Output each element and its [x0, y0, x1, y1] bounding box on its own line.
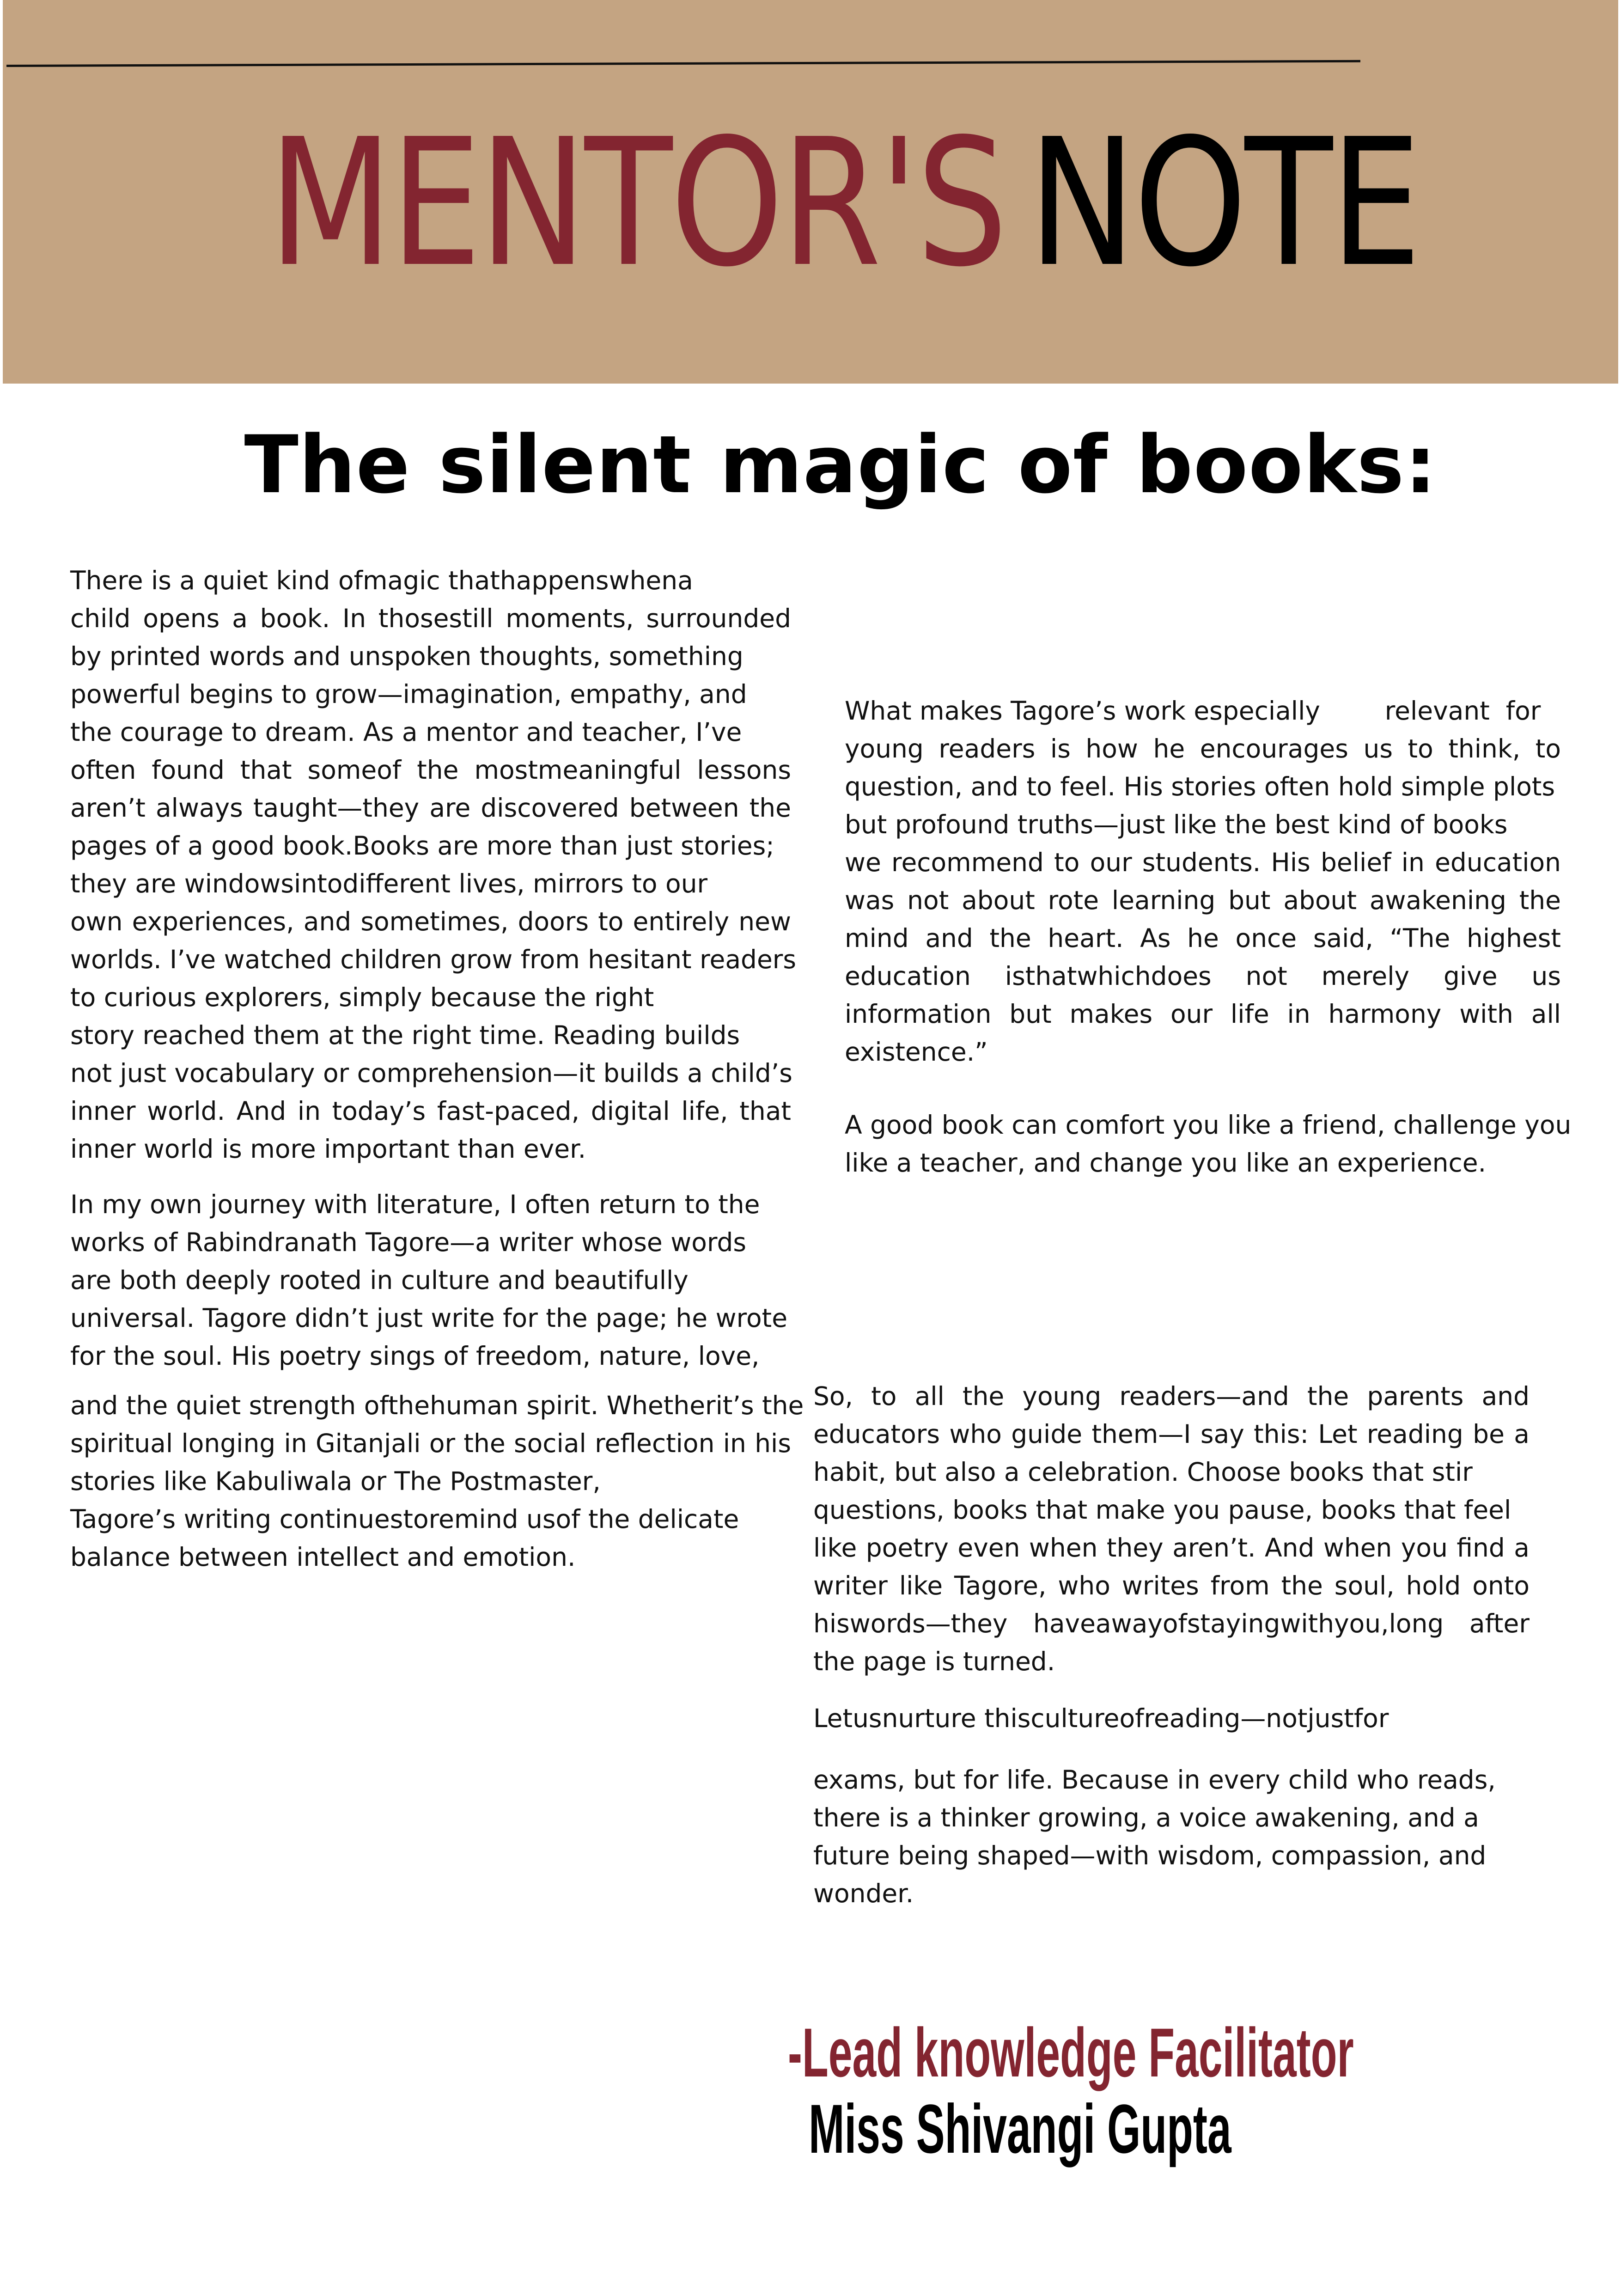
text-line: powerful begins to grow—imagination, empathy, and — [70, 679, 747, 709]
text-line: not just vocabulary or comprehension—it builds a child’s — [70, 1058, 792, 1088]
text-line: exams, but for life. Because in every child who reads, — [813, 1765, 1496, 1795]
left-paragraph-1 — [70, 562, 797, 1168]
text-line: the page is turned. — [813, 1647, 1055, 1676]
text-line: What makes Tagore’s work especially relevant for — [845, 696, 1541, 726]
text-line: young readers is how he encourages us to think, to — [845, 734, 1561, 763]
right-paragraph-4 — [813, 1699, 1530, 1737]
text-line: and the quiet strength ofthehuman spirit. Whetherit’s the — [70, 1391, 804, 1420]
text-line: information but makes our life in harmony with all — [845, 999, 1561, 1029]
text-line: child opens a book. In thosestill moments, surrounded — [70, 604, 791, 633]
left-paragraph-2 — [70, 1185, 791, 1375]
text-line: the courage to dream. As a mentor and teacher, I’ve — [70, 717, 742, 747]
right-paragraph-3 — [813, 1377, 1530, 1680]
text-line: by printed words and unspoken thoughts, something — [70, 641, 743, 671]
text-line: question, and to feel. His stories often hold simple plots — [845, 772, 1555, 801]
text-line: for the soul. His poetry sings of freedom, nature, love, — [70, 1341, 760, 1371]
text-line: to curious explorers, simply because the right — [70, 983, 654, 1012]
text-line: hiswords—they haveawayofstayingwithyou,long after — [813, 1609, 1530, 1638]
text-line: there is a thinker growing, a voice awakening, and a — [813, 1803, 1479, 1832]
text-line: existence.” — [845, 1037, 988, 1067]
text-line: but profound truths—just like the best kind of books — [845, 810, 1508, 839]
text-line: Tagore’s writing continuestoremind usof the delicate — [70, 1504, 739, 1534]
text-line: There is a quiet kind ofmagic thathappenswhena — [70, 566, 693, 595]
text-line: often found that someof the mostmeaningful lessons — [70, 755, 791, 785]
text-line: they are windowsintodifferent lives, mirrors to our — [70, 869, 708, 898]
text-line: worlds. I’ve watched children grow from hesitant readers — [70, 945, 797, 974]
text-line: A good book can comfort you like a friend, challenge you — [845, 1110, 1572, 1140]
text-line: works of Rabindranath Tagore—a writer whose words — [70, 1227, 747, 1257]
text-line: inner world is more important than ever. — [70, 1134, 586, 1164]
right-paragraph-2 — [845, 1106, 1572, 1182]
text-line: future being shaped—with wisdom, compassion, and — [813, 1841, 1487, 1870]
banner-title-word2: NOTE — [1028, 101, 1420, 305]
text-line: like poetry even when they aren’t. And when you find a — [813, 1533, 1530, 1563]
text-line: like a teacher, and change you like an experience. — [845, 1148, 1487, 1178]
text-line: inner world. And in today’s fast-paced, digital life, that — [70, 1096, 791, 1126]
text-line: writer like Tagore, who writes from the soul, hold onto — [813, 1571, 1530, 1600]
text-line: educators who guide them—I say this: Let reading be a — [813, 1419, 1530, 1449]
text-line: mind and the heart. As he once said, “The highest — [845, 923, 1561, 953]
text-line: Letusnurture thiscultureofreading—notjustfor — [813, 1704, 1389, 1733]
text-line: stories like Kabuliwala or The Postmaster, — [70, 1466, 601, 1496]
text-line: questions, books that make you pause, books that feel — [813, 1495, 1511, 1525]
text-line: education isthatwhichdoes not merely give us — [845, 961, 1561, 991]
signature-role: -Lead knowledge Facilitator — [788, 2014, 1354, 2091]
banner-title — [268, 101, 1420, 305]
text-line: wonder. — [813, 1879, 914, 1908]
text-line: we recommend to our students. His belief in education — [845, 848, 1561, 877]
right-paragraph-1 — [845, 692, 1561, 1071]
text-line: are both deeply rooted in culture and beautifully — [70, 1265, 689, 1295]
text-line: spiritual longing in Gitanjali or the social reflection in his — [70, 1429, 791, 1458]
left-paragraph-3 — [70, 1386, 804, 1576]
banner-title-word1: MENTOR'S — [268, 101, 1006, 305]
text-line: own experiences, and sometimes, doors to entirely new — [70, 907, 791, 936]
text-line: In my own journey with literature, I often return to the — [70, 1190, 760, 1219]
text-line: aren’t always taught—they are discovered between the — [70, 793, 791, 823]
text-line: was not about rote learning but about awakening the — [845, 885, 1561, 915]
text-line: story reached them at the right time. Reading builds — [70, 1020, 740, 1050]
decorative-rule — [6, 60, 1360, 67]
text-line: balance between intellect and emotion. — [70, 1542, 576, 1572]
text-line: universal. Tagore didn’t just write for the page; he wrote — [70, 1303, 788, 1333]
right-paragraph-5 — [813, 1761, 1530, 1912]
text-line: So, to all the young readers—and the parents and — [813, 1381, 1530, 1411]
article-headline: The silent magic of books: — [244, 418, 1437, 511]
signature-name: Miss Shivangi Gupta — [809, 2090, 1231, 2168]
text-line: pages of a good book.Books are more than just stories; — [70, 831, 774, 861]
text-line: habit, but also a celebration. Choose books that stir — [813, 1457, 1473, 1487]
header-banner — [3, 0, 1618, 384]
